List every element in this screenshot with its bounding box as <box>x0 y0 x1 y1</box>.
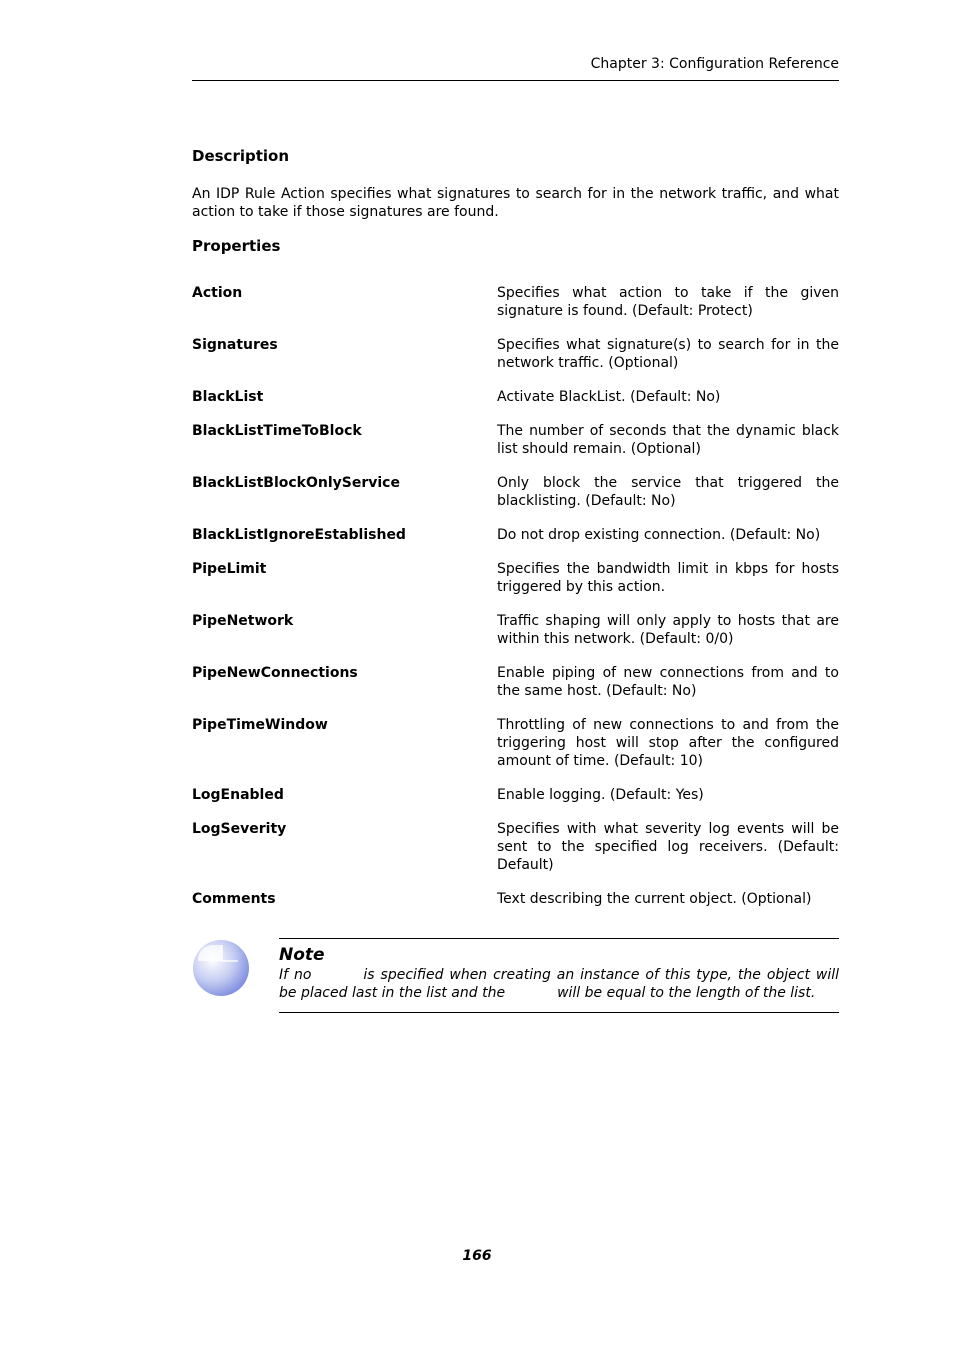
property-description: Specifies with what severity log events will be sent to the specified log receivers. (Default: Default) <box>497 821 839 873</box>
property-name: Signatures <box>192 337 278 353</box>
property-description: Specifies what signature(s) to search for in the network traffic. (Optional) <box>497 337 839 371</box>
note-box <box>279 938 839 1013</box>
property-row <box>192 786 839 804</box>
note-page-icon <box>192 939 250 997</box>
property-row <box>192 716 839 770</box>
properties-list <box>192 284 839 924</box>
property-description: Text describing the current object. (Optional) <box>497 891 812 907</box>
property-name: LogSeverity <box>192 821 287 837</box>
property-name: Action <box>192 285 243 301</box>
property-name: LogEnabled <box>192 787 284 803</box>
property-row <box>192 664 839 700</box>
property-name: BlackListBlockOnlyService <box>192 475 400 491</box>
chapter-title: Chapter 3: Configuration Reference <box>590 56 839 72</box>
note-text-part2: is specified when creating an instance of this type, the object will be placed last in the list and the <box>279 967 839 1001</box>
property-name: BlackList <box>192 389 264 405</box>
properties-heading: Properties <box>192 237 281 255</box>
property-name: BlackListTimeToBlock <box>192 423 362 439</box>
property-row <box>192 560 839 596</box>
property-description: Specifies what action to take if the given signature is found. (Default: Protect) <box>497 285 839 319</box>
property-name: PipeNewConnections <box>192 665 358 681</box>
property-description: Enable piping of new connections from and to the same host. (Default: No) <box>497 665 839 699</box>
property-description: Do not drop existing connection. (Default: No) <box>497 527 821 543</box>
description-heading: Description <box>192 147 290 165</box>
property-row <box>192 388 839 406</box>
note-text <box>279 966 839 1002</box>
property-name: Comments <box>192 891 276 907</box>
property-description: The number of seconds that the dynamic black list should remain. (Optional) <box>497 423 839 457</box>
property-row <box>192 284 839 320</box>
page-header <box>192 55 839 81</box>
property-row <box>192 526 839 544</box>
property-description: Specifies the bandwidth limit in kbps for hosts triggered by this action. <box>497 561 839 595</box>
property-row <box>192 612 839 648</box>
note-text-part3: will be equal to the length of the list. <box>557 985 816 1001</box>
property-row <box>192 890 839 908</box>
property-name: BlackListIgnoreEstablished <box>192 527 406 543</box>
property-row <box>192 336 839 372</box>
property-description: Activate BlackList. (Default: No) <box>497 389 721 405</box>
property-row <box>192 820 839 874</box>
description-text: An IDP Rule Action specifies what signatures to search for in the network traffic, and what action to take if those signatures are found. <box>192 186 839 220</box>
note-text-part1: If no <box>279 967 312 983</box>
property-description: Only block the service that triggered the blacklisting. (Default: No) <box>497 475 839 509</box>
note-title: Note <box>279 945 325 965</box>
property-description: Throttling of new connections to and from the triggering host will stop after the configured amount of time. (Default: 10) <box>497 717 839 769</box>
page-number: 166 <box>462 1248 492 1264</box>
property-name: PipeLimit <box>192 561 267 577</box>
property-row <box>192 474 839 510</box>
property-name: PipeNetwork <box>192 613 294 629</box>
property-description: Traffic shaping will only apply to hosts that are within this network. (Default: 0/0) <box>497 613 839 647</box>
property-name: PipeTimeWindow <box>192 717 328 733</box>
property-row <box>192 422 839 458</box>
property-description: Enable logging. (Default: Yes) <box>497 787 704 803</box>
